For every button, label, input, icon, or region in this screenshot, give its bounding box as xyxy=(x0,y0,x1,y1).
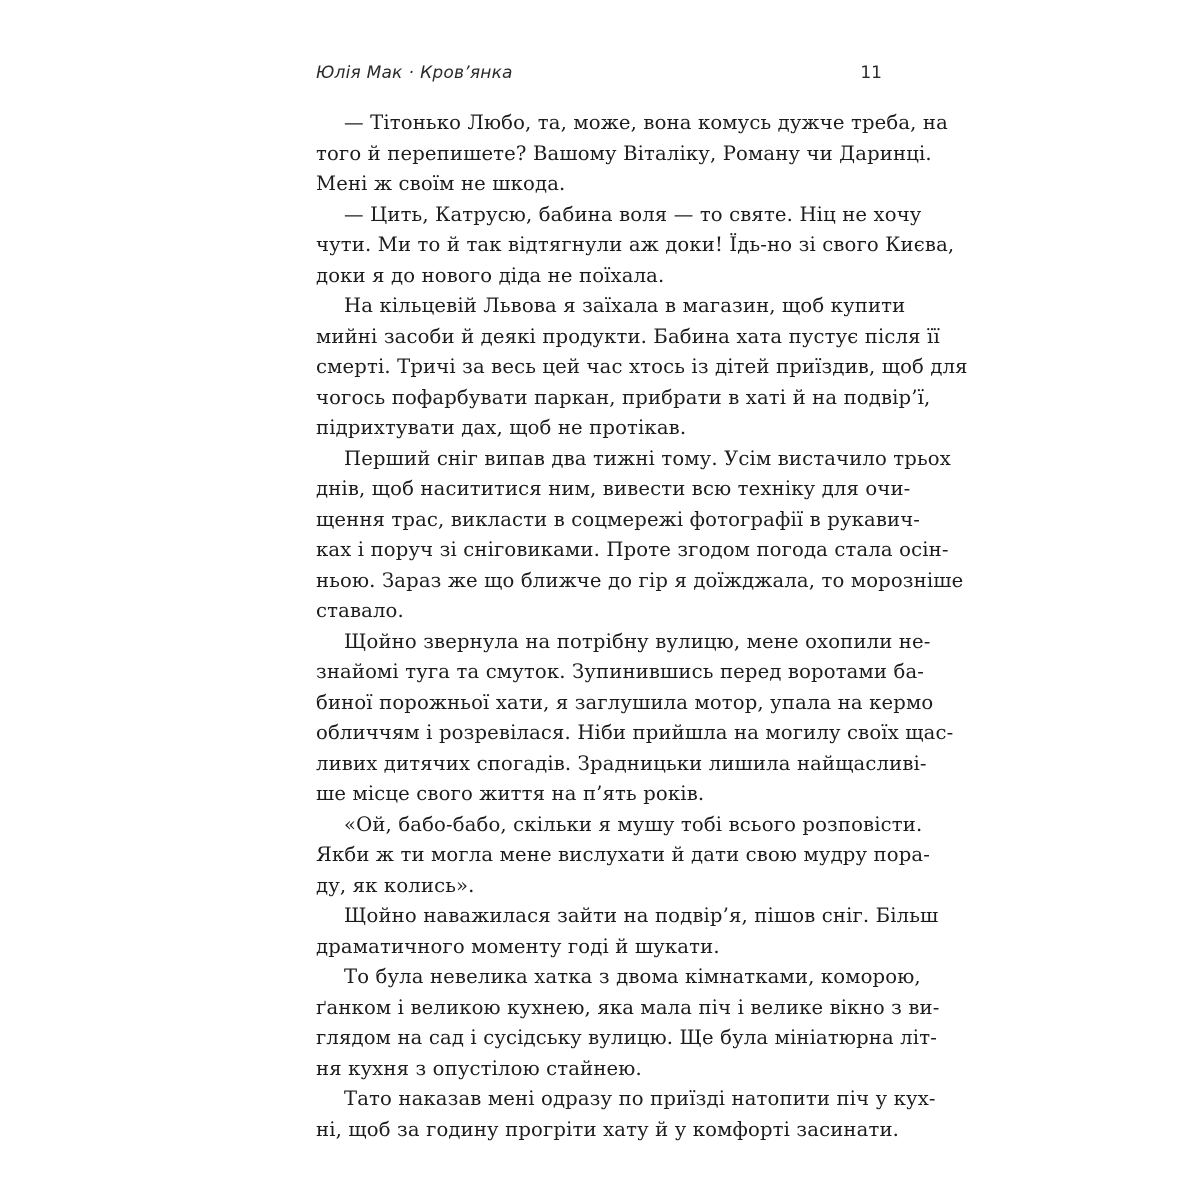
text-line: щення трас, викласти в соцмережі фотографії в рукавич- xyxy=(316,507,921,531)
text-line: ґанком і великою кухнею, яка мала піч і велике вікно з ви- xyxy=(316,995,940,1019)
page-number: 11 xyxy=(860,63,882,83)
text-line: ньою. Зараз же що ближче до гір я доїжджала, то морозніше xyxy=(316,568,964,592)
text-line: На кільцевій Львова я заїхала в магазин, щоб купити xyxy=(344,294,906,317)
text-line: Щойно звернула на потрібну вулицю, мене охопили не- xyxy=(344,629,931,653)
text-line: Щойно наважилася зайти на подвір’я, пішов сніг. Більш xyxy=(344,904,939,927)
text-line: драматичного моменту годі й шукати. xyxy=(316,934,720,958)
header-book-title: Кров’янка xyxy=(420,63,513,83)
text-line: ше місце свого життя на п’ять років. xyxy=(316,782,705,805)
text-line: обличчям і розревілася. Ніби прийшла на могилу своїх щас- xyxy=(316,721,954,744)
running-header xyxy=(316,58,882,88)
text-line: Якби ж ти могла мене вислухати й дати свою мудру пора- xyxy=(316,843,930,866)
text-line: підрихтувати дах, щоб не протікав. xyxy=(316,416,687,439)
text-line: биної порожньої хати, я заглушила мотор, упала на кермо xyxy=(316,690,934,714)
text-line: глядом на сад і сусідську вулицю. Ще була мініатюрна літ- xyxy=(316,1026,937,1049)
text-line: — Цить, Катрусю, бабина воля — то святе. Ніц не хочу xyxy=(344,202,922,226)
text-line: ливих дитячих спогадів. Зрадницьки лишила найщасливі- xyxy=(316,751,927,775)
text-line: — Тітонько Любо, та, може, вона комусь дужче треба, на xyxy=(344,111,948,134)
text-line: чути. Ми то й так відтягнули аж доки! Їдь-но зі свого Києва, xyxy=(316,233,955,256)
header-author-title xyxy=(316,63,513,83)
header-separator: · xyxy=(408,63,415,83)
text-line: доки я до нового діда не поїхала. xyxy=(316,263,665,287)
text-line: смерті. Тричі за весь цей час хтось із дітей приїздив, щоб для xyxy=(316,355,968,378)
text-line: ках і поруч зі сніговиками. Проте згодом погода стала осін- xyxy=(316,538,949,561)
text-line: ду, як колись». xyxy=(316,873,475,897)
text-line: Перший сніг випав два тижні тому. Усім вистачило трьох xyxy=(344,446,951,470)
text-line: ня кухня з опустілою стайнею. xyxy=(316,1056,642,1080)
text-line: того й перепишете? Вашому Віталіку, Роману чи Даринці. xyxy=(316,141,932,165)
text-line: То була невелика хатка з двома кімнатками, коморою, xyxy=(344,965,921,988)
text-line: знайомі туга та смуток. Зупинившись перед воротами ба- xyxy=(316,660,925,683)
text-line: «Ой, бабо-бабо, скільки я мушу тобі всього розповісти. xyxy=(344,812,923,836)
header-author: Юлія Мак xyxy=(316,63,403,83)
text-line: чогось пофарбувати паркан, прибрати в хаті й на подвір’ї, xyxy=(316,385,931,409)
text-line: днів, щоб насититися ним, вивести всю техніку для очи- xyxy=(316,477,911,500)
text-line: ні, щоб за годину прогріти хату й у комфорті засинати. xyxy=(316,1117,900,1141)
text-line: Мені ж своїм не шкода. xyxy=(316,172,566,195)
body-text xyxy=(316,108,968,1145)
text-line: ставало. xyxy=(316,599,404,622)
text-line: мийні засоби й деякі продукти. Бабина хата пустує після її xyxy=(316,324,940,348)
text-line: Тато наказав мені одразу по приїзді натопити піч у кух- xyxy=(344,1087,936,1110)
